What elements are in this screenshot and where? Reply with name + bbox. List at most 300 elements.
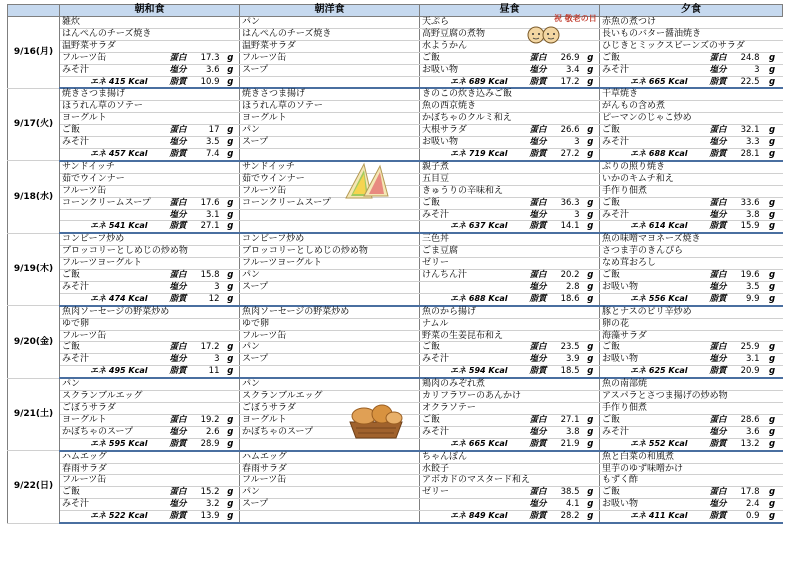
nutrient-value [190,17,222,29]
nutrient-value: 2.6 [190,426,222,438]
dish-name: ご飯 [420,342,512,354]
dish-name: スープ [240,499,332,511]
nutrient-label: 塩分 [512,64,550,76]
dish-name: いかのキムチ和え [600,173,692,185]
dish-name: 温野菜サラダ [240,40,332,52]
nutrient-value [730,173,762,185]
nutrient-value [550,378,582,390]
nutrient-unit [762,475,783,487]
nutrient-unit [762,246,783,258]
nutrient-unit [222,40,240,52]
menu-row [8,137,783,149]
energy-total: エネ 457 Kcal [60,148,152,160]
dish-name: 焼きさつま揚げ [60,88,152,100]
nutrient-label: 蛋白 [692,342,730,354]
dish-name: みそ汁 [420,354,512,366]
nutrient-label [692,451,730,463]
empty-cell [370,438,402,450]
fat-label: 脂質 [512,366,550,378]
nutrient-unit [402,17,420,29]
dish-name: パン [240,378,332,390]
dish-name: 春雨サラダ [240,463,332,475]
fat-unit: g [762,221,783,233]
fat-value: 27.2 [550,148,582,160]
dish-name: きのこの炊き込みご飯 [420,88,512,100]
dish-name: きゅうりの辛味和え [420,185,512,197]
nutrient-value [370,246,402,258]
nutrient-unit [222,403,240,415]
fat-label: 脂質 [152,366,190,378]
dish-name: みそ汁 [60,137,152,149]
nutrient-value [190,463,222,475]
keirou-no-hi-illustration [526,14,597,47]
menu-row [8,281,783,293]
menu-row [8,161,783,173]
nutrient-label [332,40,370,52]
nutrient-value [550,318,582,330]
nutrient-label [512,113,550,125]
dish-name: 親子煮 [420,161,512,173]
nutrient-label [692,258,730,270]
nutrient-label [332,475,370,487]
nutrient-unit: g [582,354,600,366]
nutrient-unit: g [582,414,600,426]
menu-row [8,463,783,475]
fat-label: 脂質 [692,148,730,160]
nutrient-label [332,281,370,293]
sandwich-illustration [342,160,392,200]
nutrient-value [190,246,222,258]
dish-name: ご飯 [600,414,692,426]
nutrient-value [730,378,762,390]
dish-name: お吸い物 [600,281,692,293]
fat-unit: g [582,221,600,233]
nutrient-value [370,28,402,40]
nutrient-unit [762,378,783,390]
nutrient-value [730,306,762,318]
nutrient-label [512,330,550,342]
energy-total: エネ 665 Kcal [600,76,692,88]
dish-name: ひじきとミックスビーンズのサラダ [600,40,692,52]
nutrient-label: 塩分 [512,426,550,438]
dish-name: サンドイッチ [240,161,332,173]
menu-row [8,233,783,245]
nutrient-label [512,258,550,270]
nutrient-label [152,88,190,100]
fat-label: 脂質 [512,511,550,523]
nutrient-value [550,403,582,415]
nutrient-unit [402,378,420,390]
nutrient-label [692,246,730,258]
dish-name: 水ようかん [420,40,512,52]
menu-table [7,4,783,524]
nutrient-unit [762,451,783,463]
nutrient-unit [582,403,600,415]
nutrient-label: 塩分 [692,209,730,221]
nutrient-label [692,318,730,330]
dish-name: ご飯 [420,52,512,64]
dish-name: みそ汁 [600,137,692,149]
dish-name: フルーツ缶 [240,475,332,487]
dish-name [240,209,332,221]
nutrient-label: 塩分 [512,499,550,511]
nutrient-value: 3 [550,209,582,221]
nutrient-label [512,318,550,330]
nutrient-value: 17.2 [190,342,222,354]
energy-total: エネ 688 Kcal [420,293,512,305]
nutrient-label: 塩分 [512,354,550,366]
menu-row [8,306,783,318]
energy-total: エネ 637 Kcal [420,221,512,233]
nutrient-label: 塩分 [512,281,550,293]
day-date: 9/17(火) [8,88,60,160]
dish-name: ブロッコリーとしめじの炒め物 [60,246,152,258]
dish-name: ピーマンのじゃこ炒め [600,113,692,125]
dish-name: フルーツヨーグルト [240,258,332,270]
nutrient-unit [582,88,600,100]
nutrient-unit: g [222,125,240,137]
dish-name: 魚肉ソーセージの野菜炒め [60,306,152,318]
energy-total: エネ 552 Kcal [600,438,692,450]
nutrient-unit [222,246,240,258]
nutrient-value [190,378,222,390]
nutrient-unit [222,233,240,245]
nutrient-unit: g [222,52,240,64]
nutrient-value: 3.9 [550,354,582,366]
empty-cell [332,221,370,233]
empty-cell [332,148,370,160]
nutrient-unit: g [222,499,240,511]
nutrient-value [370,64,402,76]
dish-name: コーンクリームスープ [60,197,152,209]
empty-cell [240,438,332,450]
dish-name: 鶏肉のみぞれ煮 [420,378,512,390]
nutrient-value [730,88,762,100]
nutrient-value: 25.9 [730,342,762,354]
nutrient-unit: g [222,209,240,221]
nutrient-value: 19.6 [730,270,762,282]
nutrient-unit [222,161,240,173]
nutrient-label: 塩分 [152,426,190,438]
nutrient-unit: g [222,197,240,209]
dish-name: ヨーグルト [60,414,152,426]
nutrient-value [550,173,582,185]
nutrient-unit [222,475,240,487]
nutrient-unit [402,281,420,293]
empty-cell [332,366,370,378]
dish-name: 大根サラダ [420,125,512,137]
empty-cell [402,438,420,450]
energy-total: エネ 595 Kcal [60,438,152,450]
nutrient-unit [762,306,783,318]
nutrient-value [190,161,222,173]
dish-name: お吸い物 [600,354,692,366]
dish-name: コーンクリームスープ [240,197,332,209]
nutrient-unit: g [762,52,783,64]
dish-name: フルーツ缶 [60,475,152,487]
dish-name: ヨーグルト [60,113,152,125]
fat-label: 脂質 [152,221,190,233]
nutrient-value: 38.5 [550,487,582,499]
nutrient-label [692,185,730,197]
nutrient-label: 蛋白 [692,52,730,64]
nutrient-unit [582,330,600,342]
nutrient-value [370,463,402,475]
nutrient-label [692,330,730,342]
nutrient-value [370,487,402,499]
dish-name: フルーツ缶 [60,52,152,64]
energy-total: エネ 411 Kcal [600,511,692,523]
nutrient-value [730,101,762,113]
fat-label: 脂質 [512,221,550,233]
nutrient-value: 3 [730,64,762,76]
nutrient-value: 3 [190,281,222,293]
menu-row [8,246,783,258]
dish-name: ブロッコリーとしめじの炒め物 [240,246,332,258]
fat-unit: g [762,366,783,378]
fat-label: 脂質 [152,293,190,305]
nutrient-unit [762,391,783,403]
dish-name: 魚肉ソーセージの野菜炒め [240,306,332,318]
nutrient-value [730,113,762,125]
nutrient-unit [582,161,600,173]
nutrient-value [190,88,222,100]
nutrient-label [332,52,370,64]
fat-value: 28.2 [550,511,582,523]
energy-total: エネ 614 Kcal [600,221,692,233]
dish-name: フルーツヨーグルト [60,258,152,270]
nutrient-label [332,354,370,366]
nutrient-unit [222,330,240,342]
nutrient-unit: g [762,342,783,354]
nutrient-unit [402,28,420,40]
nutrient-unit: g [762,270,783,282]
dish-name: パン [240,125,332,137]
nutrient-label [152,161,190,173]
energy-total: エネ 541 Kcal [60,221,152,233]
nutrient-value [550,306,582,318]
dish-name: みそ汁 [420,209,512,221]
fat-unit: g [762,76,783,88]
menu-row [8,438,783,450]
nutrient-value [370,281,402,293]
dish-name: ごぼうサラダ [240,403,332,415]
dish-name: 魚と白菜の和風煮 [600,451,692,463]
empty-cell [370,511,402,523]
nutrient-unit [222,185,240,197]
nutrient-label: 蛋白 [512,52,550,64]
empty-cell [370,366,402,378]
dish-name: ご飯 [600,270,692,282]
nutrient-label: 塩分 [692,281,730,293]
dish-name: お吸い物 [420,137,512,149]
nutrient-label: 蛋白 [692,270,730,282]
dish-name: パン [60,378,152,390]
menu-row [8,499,783,511]
nutrient-value [550,391,582,403]
nutrient-value [370,318,402,330]
menu-row [8,221,783,233]
nutrient-label [332,330,370,342]
fat-unit: g [222,76,240,88]
nutrient-unit [762,113,783,125]
nutrient-unit [402,342,420,354]
empty-cell [332,438,370,450]
menu-row [8,197,783,209]
dish-name: さつま芋のきんぴら [600,246,692,258]
nutrient-label: 蛋白 [692,197,730,209]
nutrient-value [190,113,222,125]
nutrient-label [332,17,370,29]
dish-name: 春雨サラダ [60,463,152,475]
dish-name: ごぼうサラダ [60,403,152,415]
nutrient-label: 塩分 [512,209,550,221]
dish-name: パン [240,342,332,354]
nutrient-label: 蛋白 [512,197,550,209]
header-row [8,5,783,17]
nutrient-label [152,17,190,29]
dish-name: 高野豆腐の煮物 [420,28,512,40]
nutrient-label [692,475,730,487]
dish-name: アスパラとさつま揚げの炒め物 [600,391,692,403]
fat-label: 脂質 [512,148,550,160]
fat-label: 脂質 [692,366,730,378]
nutrient-value: 3.4 [550,64,582,76]
nutrient-unit [222,173,240,185]
dish-name: ぶりの照り焼き [600,161,692,173]
nutrient-label: 塩分 [152,499,190,511]
nutrient-label: 塩分 [152,64,190,76]
energy-total: エネ 415 Kcal [60,76,152,88]
dish-name: 焼きさつま揚げ [240,88,332,100]
dish-name: お吸い物 [600,499,692,511]
nutrient-label [332,209,370,221]
day-date: 9/21(土) [8,378,60,450]
menu-row [8,258,783,270]
nutrient-value [550,246,582,258]
keirou-text: 祝 敬老の日 [554,14,597,23]
menu-row [8,366,783,378]
dish-name: もずく酢 [600,475,692,487]
nutrient-label [332,318,370,330]
nutrient-unit [222,258,240,270]
menu-row [8,64,783,76]
nutrient-label [692,88,730,100]
nutrient-value [370,342,402,354]
nutrient-label [512,161,550,173]
nutrient-value [370,330,402,342]
nutrient-label: 蛋白 [512,342,550,354]
menu-row [8,342,783,354]
dish-name: 水餃子 [420,463,512,475]
fat-unit: g [582,511,600,523]
empty-cell [402,366,420,378]
nutrient-value [370,101,402,113]
energy-total: エネ 719 Kcal [420,148,512,160]
nutrient-unit [582,306,600,318]
nutrient-label [332,125,370,137]
dish-name: ごま豆腐 [420,246,512,258]
fat-value: 14.1 [550,221,582,233]
dish-name: ハムエッグ [60,451,152,463]
dish-name: フルーツ缶 [60,330,152,342]
nutrient-value [370,270,402,282]
nutrient-unit: g [222,281,240,293]
nutrient-value [190,258,222,270]
nutrient-value [370,451,402,463]
nutrient-unit [762,318,783,330]
nutrient-unit: g [582,52,600,64]
dish-name [60,209,152,221]
nutrient-value [370,52,402,64]
nutrient-value [550,88,582,100]
nutrient-value: 3.1 [730,354,762,366]
nutrient-value [190,173,222,185]
nutrient-unit [222,28,240,40]
nutrient-unit [402,499,420,511]
nutrient-unit: g [762,137,783,149]
nutrient-unit [762,101,783,113]
nutrient-value [730,246,762,258]
nutrient-value: 3.8 [550,426,582,438]
nutrient-label [692,378,730,390]
nutrient-label [692,161,730,173]
fat-value: 28.1 [730,148,762,160]
nutrient-unit [582,113,600,125]
nutrient-value: 26.9 [550,52,582,64]
nutrient-unit [582,233,600,245]
dish-name: ご飯 [60,270,152,282]
energy-total: エネ 849 Kcal [420,511,512,523]
nutrient-unit [582,451,600,463]
dish-name: ご飯 [60,125,152,137]
nutrient-value: 20.2 [550,270,582,282]
nutrient-value [190,306,222,318]
nutrient-value [370,137,402,149]
dish-name: ご飯 [600,487,692,499]
menu-row [8,270,783,282]
nutrient-unit [222,306,240,318]
nutrient-unit: g [762,354,783,366]
nutrient-value: 17.8 [730,487,762,499]
nutrient-value: 3.8 [730,209,762,221]
nutrient-label: 蛋白 [512,414,550,426]
nutrient-unit [582,185,600,197]
nutrient-unit [582,391,600,403]
dish-name: ご飯 [60,342,152,354]
bread-basket-illustration [346,400,406,440]
nutrient-unit: g [762,499,783,511]
menu-row [8,185,783,197]
dish-name: ご飯 [600,197,692,209]
nutrient-value [730,185,762,197]
nutrient-unit [762,258,783,270]
empty-cell [332,76,370,88]
fat-value: 0.9 [730,511,762,523]
dish-name: ご飯 [60,487,152,499]
fat-value: 12 [190,293,222,305]
dish-name: フルーツ缶 [60,185,152,197]
nutrient-unit [402,475,420,487]
nutrient-unit [402,161,420,173]
nutrient-label: 塩分 [692,354,730,366]
fat-unit: g [582,293,600,305]
empty-cell [332,511,370,523]
day-date: 9/18(水) [8,161,60,233]
menu-row [8,330,783,342]
dish-name: なめ茸おろし [600,258,692,270]
fat-value: 28.9 [190,438,222,450]
